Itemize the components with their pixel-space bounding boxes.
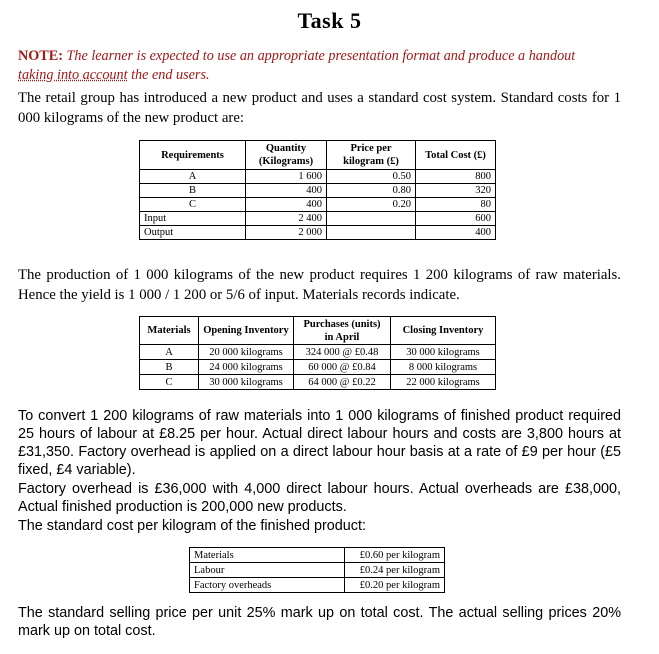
table-cell: 400 — [246, 184, 327, 198]
table-cell — [327, 212, 416, 226]
table-row — [140, 360, 496, 375]
table-cell — [327, 226, 416, 240]
table-cell: 20 000 kilograms — [199, 345, 294, 360]
table-cell: 80 — [416, 198, 496, 212]
table-row — [190, 578, 445, 593]
table-cell: £0.60 per kilogram — [345, 548, 445, 563]
table-cell: Input — [140, 212, 246, 226]
note-label: NOTE: — [18, 48, 63, 64]
table-cell: A — [140, 345, 199, 360]
table-cell: Output — [140, 226, 246, 240]
table-header: Quantity (Kilograms) — [246, 141, 327, 170]
table-cell: 30 000 kilograms — [391, 345, 496, 360]
table-cell: A — [140, 170, 246, 184]
table-cell: B — [140, 184, 246, 198]
table-cell: C — [140, 375, 199, 390]
table-cell: 60 000 @ £0.84 — [294, 360, 391, 375]
unit-cost-table — [189, 547, 445, 593]
table-cell: C — [140, 198, 246, 212]
table-cell: 324 000 @ £0.48 — [294, 345, 391, 360]
table-cell: 1 600 — [246, 170, 327, 184]
table-cell: 24 000 kilograms — [199, 360, 294, 375]
table-header: Total Cost (£) — [416, 141, 496, 170]
standard-cost-intro: The standard cost per kilogram of the finished product: — [18, 518, 366, 534]
table-header: Materials — [140, 317, 199, 345]
table-cell: 0.80 — [327, 184, 416, 198]
table-row — [190, 548, 445, 563]
table-cell: 8 000 kilograms — [391, 360, 496, 375]
page-title: Task 5 — [297, 8, 362, 33]
intro-paragraph: The retail group has introduced a new product and uses a standard cost system. Standard costs for 1 000 kilograms of the new product are: — [18, 90, 621, 126]
yield-paragraph: The production of 1 000 kilograms of the new product requires 1 200 kilograms of raw materials. Hence the yield is 1 000 / 1 200 or 5/6 of input. Materials records indicate. — [18, 267, 621, 303]
table-row — [140, 170, 496, 184]
standard-cost-table — [139, 140, 496, 240]
table-cell: 400 — [246, 198, 327, 212]
table-cell: Labour — [190, 563, 345, 578]
table-cell: £0.24 per kilogram — [345, 563, 445, 578]
note-text-1: The learner is expected to use an appropriate presentation format and produce a handout — [66, 48, 576, 64]
table-row — [140, 345, 496, 360]
table-cell: 2 000 — [246, 226, 327, 240]
table-row — [140, 198, 496, 212]
labour-paragraph: To convert 1 200 kilograms of raw materials into 1 000 kilograms of finished product required 25 hours of labour at £8.25 per hour. Actual direct labour hours and costs are 3,800 hours at £31,350. Factory overhead is applied on a direct labour hour basis at a rate of £9 per hour (£5 fixed, £4 variable). — [18, 408, 621, 478]
table-cell: Factory overheads — [190, 578, 345, 593]
table-header: Purchases (units) in April — [294, 317, 391, 345]
table-cell: 30 000 kilograms — [199, 375, 294, 390]
table-header: Closing Inventory — [391, 317, 496, 345]
table-header-row — [140, 141, 496, 170]
table-cell: £0.20 per kilogram — [345, 578, 445, 593]
table-header: Price per kilogram (£) — [327, 141, 416, 170]
overhead-paragraph: Factory overhead is £36,000 with 4,000 direct labour hours. Actual overheads are £38,000, Actual finished production is 200,000 new products. — [18, 481, 621, 515]
table-row — [140, 212, 496, 226]
table-cell: 400 — [416, 226, 496, 240]
table-cell: 64 000 @ £0.22 — [294, 375, 391, 390]
table-row — [140, 226, 496, 240]
note-block — [18, 47, 624, 85]
note-text-2a: taking into account — [18, 67, 128, 83]
table-cell: 600 — [416, 212, 496, 226]
table-cell: 0.50 — [327, 170, 416, 184]
table-cell: 800 — [416, 170, 496, 184]
table-cell: B — [140, 360, 199, 375]
table-header: Requirements — [140, 141, 246, 170]
table-cell: 320 — [416, 184, 496, 198]
table-row — [140, 184, 496, 198]
table-row — [140, 375, 496, 390]
table-cell: Materials — [190, 548, 345, 563]
table-cell: 0.20 — [327, 198, 416, 212]
materials-table — [139, 316, 496, 390]
note-text-2b: the end users. — [131, 67, 210, 83]
table-row — [190, 563, 445, 578]
table-header-row — [140, 317, 496, 345]
table-header: Opening Inventory — [199, 317, 294, 345]
table-cell: 2 400 — [246, 212, 327, 226]
selling-price-paragraph: The standard selling price per unit 25% mark up on total cost. The actual selling prices 20% mark up on total cost. — [18, 605, 621, 639]
table-cell: 22 000 kilograms — [391, 375, 496, 390]
